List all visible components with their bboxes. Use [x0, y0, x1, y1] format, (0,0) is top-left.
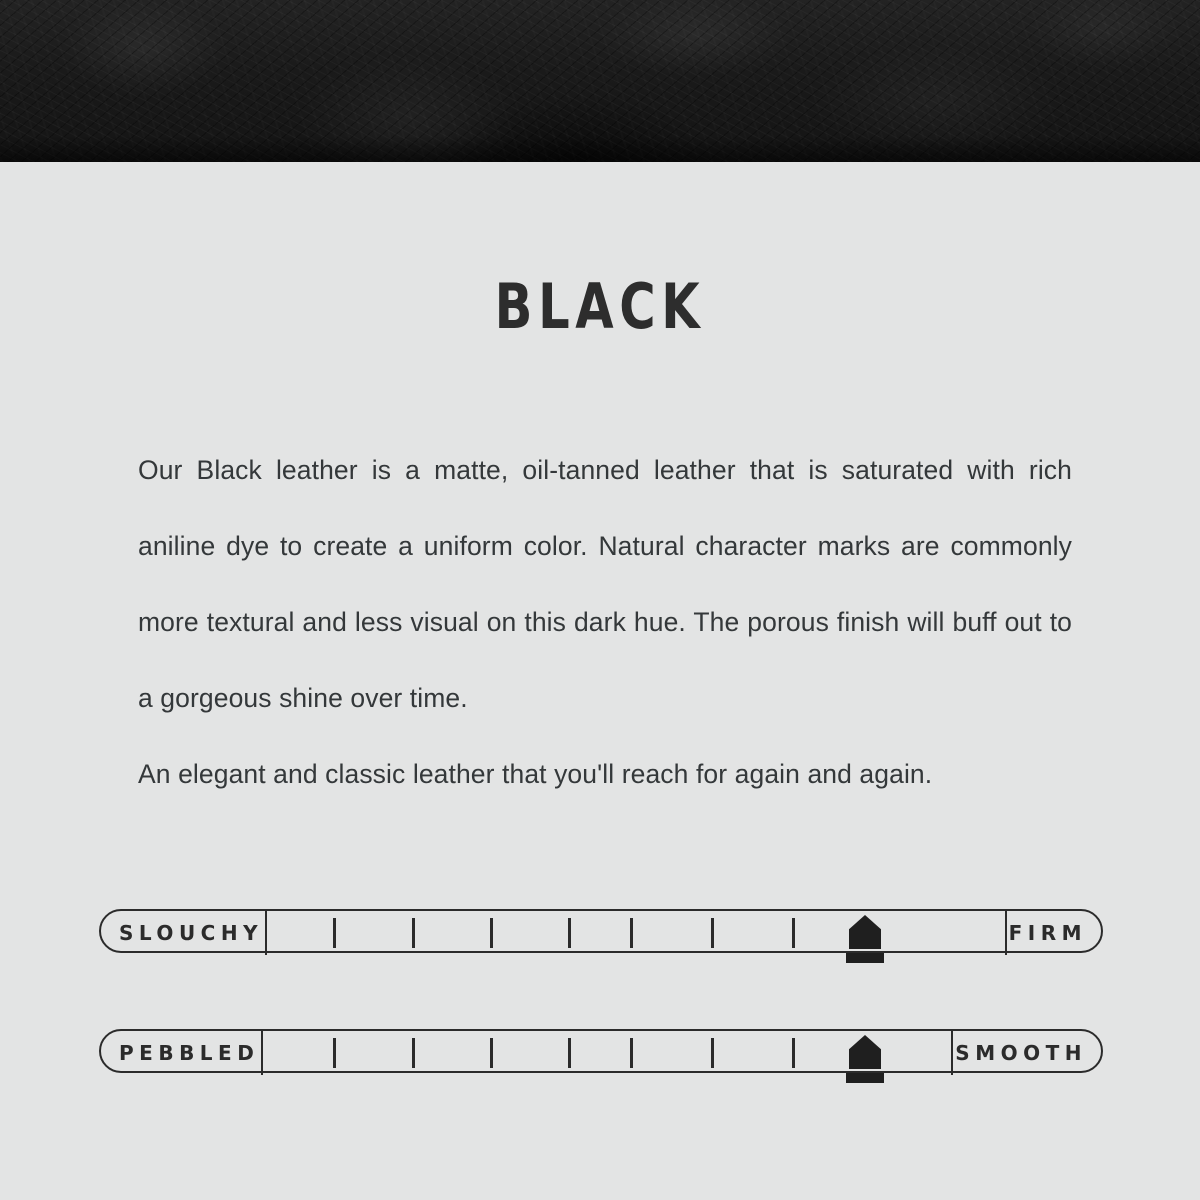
slider-tick: [333, 1038, 336, 1068]
slider-tick: [333, 918, 336, 948]
slider-tick: [630, 1038, 633, 1068]
slider-tick: [792, 1038, 795, 1068]
slider-tick: [412, 918, 415, 948]
slider-tick: [711, 1038, 714, 1068]
description-paragraph: Our Black leather is a matte, oil-tanned leather that is saturated with rich aniline dye to create a uniform color. Natural character marks are commonly more textural and less visual on this dark hue. The porous finish will buff out to a gorgeous shine over time.: [138, 455, 1072, 713]
page-title: BLACK: [494, 270, 706, 343]
slider-left-label: PEBBLED: [101, 1031, 263, 1075]
slider-handle-pointer-icon: [849, 915, 881, 949]
slider-tick: [568, 1038, 571, 1068]
slider-tick: [490, 1038, 493, 1068]
slider-tick: [568, 918, 571, 948]
slider-handle-bar: [846, 1073, 884, 1083]
slider-tick: [630, 918, 633, 948]
slider-tick: [490, 918, 493, 948]
slider-texture[interactable]: [99, 1029, 1105, 1075]
content-card: [0, 162, 1200, 1200]
slider-handle-bar: [846, 953, 884, 963]
slider-right-label: FIRM: [1005, 911, 1101, 955]
slider-handle-pointer-icon: [849, 1035, 881, 1069]
slider-stiffness[interactable]: [99, 909, 1105, 955]
black-leather-swatch: [0, 0, 1200, 162]
slider-tick: [711, 918, 714, 948]
slider-handle[interactable]: [843, 1035, 887, 1091]
slider-handle[interactable]: [843, 915, 887, 971]
slider-track[interactable]: [99, 1029, 1103, 1073]
hero-bottom-shadow: [0, 136, 1200, 162]
slider-track[interactable]: [99, 909, 1103, 953]
description-closing-line: An elegant and classic leather that you'll reach for again and again.: [138, 759, 933, 789]
slider-tick: [412, 1038, 415, 1068]
description-text: [138, 432, 1072, 812]
slider-left-label: SLOUCHY: [101, 911, 267, 955]
slider-right-label: SMOOTH: [951, 1031, 1101, 1075]
slider-tick: [792, 918, 795, 948]
